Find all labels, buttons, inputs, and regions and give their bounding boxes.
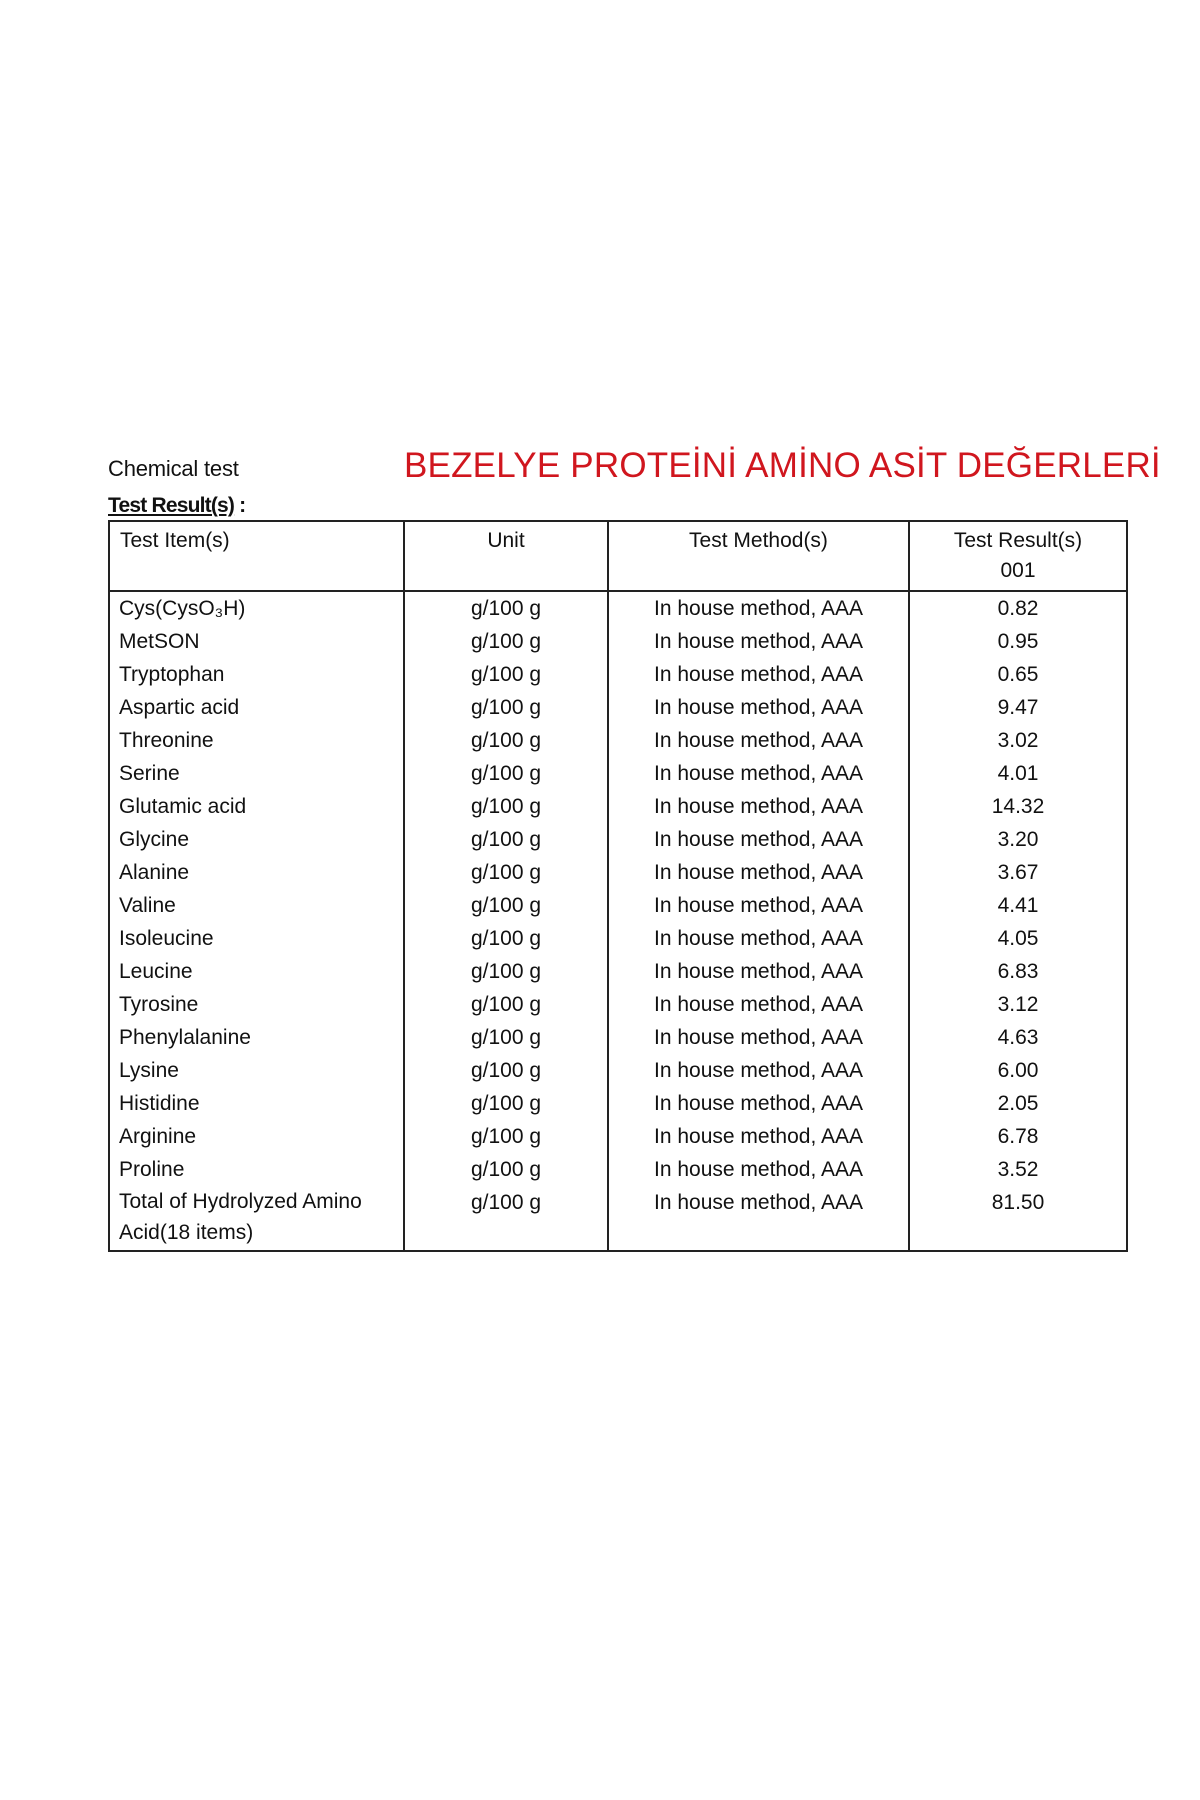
table-row (109, 591, 1127, 625)
row-method: In house method, AAA (608, 691, 909, 724)
row-unit: g/100 g (404, 724, 608, 757)
row-method: In house method, AAA (608, 591, 909, 625)
table-row (109, 757, 1127, 790)
table-body (109, 591, 1127, 1251)
column-header-method: Test Method(s) (608, 521, 909, 591)
row-item: Glycine (109, 823, 404, 856)
row-result: 3.02 (909, 724, 1127, 757)
row-method: In house method, AAA (608, 1186, 909, 1251)
row-result: 6.83 (909, 955, 1127, 988)
row-unit: g/100 g (404, 922, 608, 955)
row-method: In house method, AAA (608, 922, 909, 955)
row-result: 2.05 (909, 1087, 1127, 1120)
row-method: In house method, AAA (608, 955, 909, 988)
row-unit: g/100 g (404, 1054, 608, 1087)
row-method: In house method, AAA (608, 856, 909, 889)
row-item: Arginine (109, 1120, 404, 1153)
row-method: In house method, AAA (608, 1087, 909, 1120)
column-header-unit: Unit (404, 521, 608, 591)
row-item: Proline (109, 1153, 404, 1186)
table-row-total (109, 1186, 1127, 1251)
column-header-result-sample: 001 (1000, 559, 1036, 582)
row-result: 6.78 (909, 1120, 1127, 1153)
row-unit: g/100 g (404, 823, 608, 856)
row-item: Cys(CysO₃H) (109, 591, 404, 625)
row-result: 3.52 (909, 1153, 1127, 1186)
row-unit: g/100 g (404, 591, 608, 625)
row-method: In house method, AAA (608, 1120, 909, 1153)
row-result: 0.95 (909, 625, 1127, 658)
table-row (109, 691, 1127, 724)
table-row (109, 988, 1127, 1021)
row-result: 9.47 (909, 691, 1127, 724)
row-item: Aspartic acid (109, 691, 404, 724)
row-result: 14.32 (909, 790, 1127, 823)
results-heading-text: Test Result(s) (108, 494, 235, 517)
table-row (109, 823, 1127, 856)
row-item: Valine (109, 889, 404, 922)
row-result: 4.01 (909, 757, 1127, 790)
row-method: In house method, AAA (608, 889, 909, 922)
row-method: In house method, AAA (608, 790, 909, 823)
row-result: 4.41 (909, 889, 1127, 922)
table-row (109, 1120, 1127, 1153)
results-table (108, 520, 1128, 1252)
row-result: 3.20 (909, 823, 1127, 856)
table-row (109, 889, 1127, 922)
table-row (109, 1087, 1127, 1120)
row-result: 0.82 (909, 591, 1127, 625)
row-method: In house method, AAA (608, 823, 909, 856)
table-header (109, 521, 1127, 591)
page-title: BEZELYE PROTEİNİ AMİNO ASİT DEĞERLERİ (404, 446, 1161, 485)
table-header-row (109, 521, 1127, 591)
row-result: 4.05 (909, 922, 1127, 955)
row-result: 4.63 (909, 1021, 1127, 1054)
row-item: Lysine (109, 1054, 404, 1087)
row-method: In house method, AAA (608, 1153, 909, 1186)
row-item: Tryptophan (109, 658, 404, 691)
row-unit: g/100 g (404, 856, 608, 889)
table-row (109, 658, 1127, 691)
table-row (109, 724, 1127, 757)
results-heading (108, 494, 245, 518)
row-method: In house method, AAA (608, 724, 909, 757)
row-unit: g/100 g (404, 1120, 608, 1153)
row-unit: g/100 g (404, 1153, 608, 1186)
row-result: 3.67 (909, 856, 1127, 889)
row-item: Isoleucine (109, 922, 404, 955)
column-header-result-label: Test Result(s) (953, 529, 1083, 552)
row-method: In house method, AAA (608, 1021, 909, 1054)
column-header-result (909, 521, 1127, 591)
row-unit: g/100 g (404, 1186, 608, 1251)
column-header-item: Test Item(s) (109, 521, 404, 591)
row-method: In house method, AAA (608, 988, 909, 1021)
row-item: Histidine (109, 1087, 404, 1120)
row-unit: g/100 g (404, 889, 608, 922)
row-item: Leucine (109, 955, 404, 988)
row-method: In house method, AAA (608, 658, 909, 691)
row-method: In house method, AAA (608, 757, 909, 790)
table-row (109, 1153, 1127, 1186)
row-item: Total of Hydrolyzed Amino Acid(18 items) (109, 1186, 404, 1251)
row-unit: g/100 g (404, 1021, 608, 1054)
table-row (109, 625, 1127, 658)
table-row (109, 1054, 1127, 1087)
row-result: 3.12 (909, 988, 1127, 1021)
section-label: Chemical test (108, 456, 239, 481)
row-unit: g/100 g (404, 658, 608, 691)
row-unit: g/100 g (404, 790, 608, 823)
row-unit: g/100 g (404, 955, 608, 988)
table-row (109, 922, 1127, 955)
row-method: In house method, AAA (608, 625, 909, 658)
row-result: 81.50 (909, 1186, 1127, 1251)
row-item: Tyrosine (109, 988, 404, 1021)
row-item: MetSON (109, 625, 404, 658)
row-item: Serine (109, 757, 404, 790)
row-unit: g/100 g (404, 988, 608, 1021)
row-result: 6.00 (909, 1054, 1127, 1087)
table-row (109, 955, 1127, 988)
row-unit: g/100 g (404, 757, 608, 790)
table-row (109, 856, 1127, 889)
row-result: 0.65 (909, 658, 1127, 691)
row-item: Threonine (109, 724, 404, 757)
row-unit: g/100 g (404, 1087, 608, 1120)
row-item: Glutamic acid (109, 790, 404, 823)
results-heading-colon: : (234, 494, 246, 517)
row-unit: g/100 g (404, 625, 608, 658)
row-item: Phenylalanine (109, 1021, 404, 1054)
row-unit: g/100 g (404, 691, 608, 724)
row-method: In house method, AAA (608, 1054, 909, 1087)
row-item: Alanine (109, 856, 404, 889)
table-row (109, 1021, 1127, 1054)
table-row (109, 790, 1127, 823)
